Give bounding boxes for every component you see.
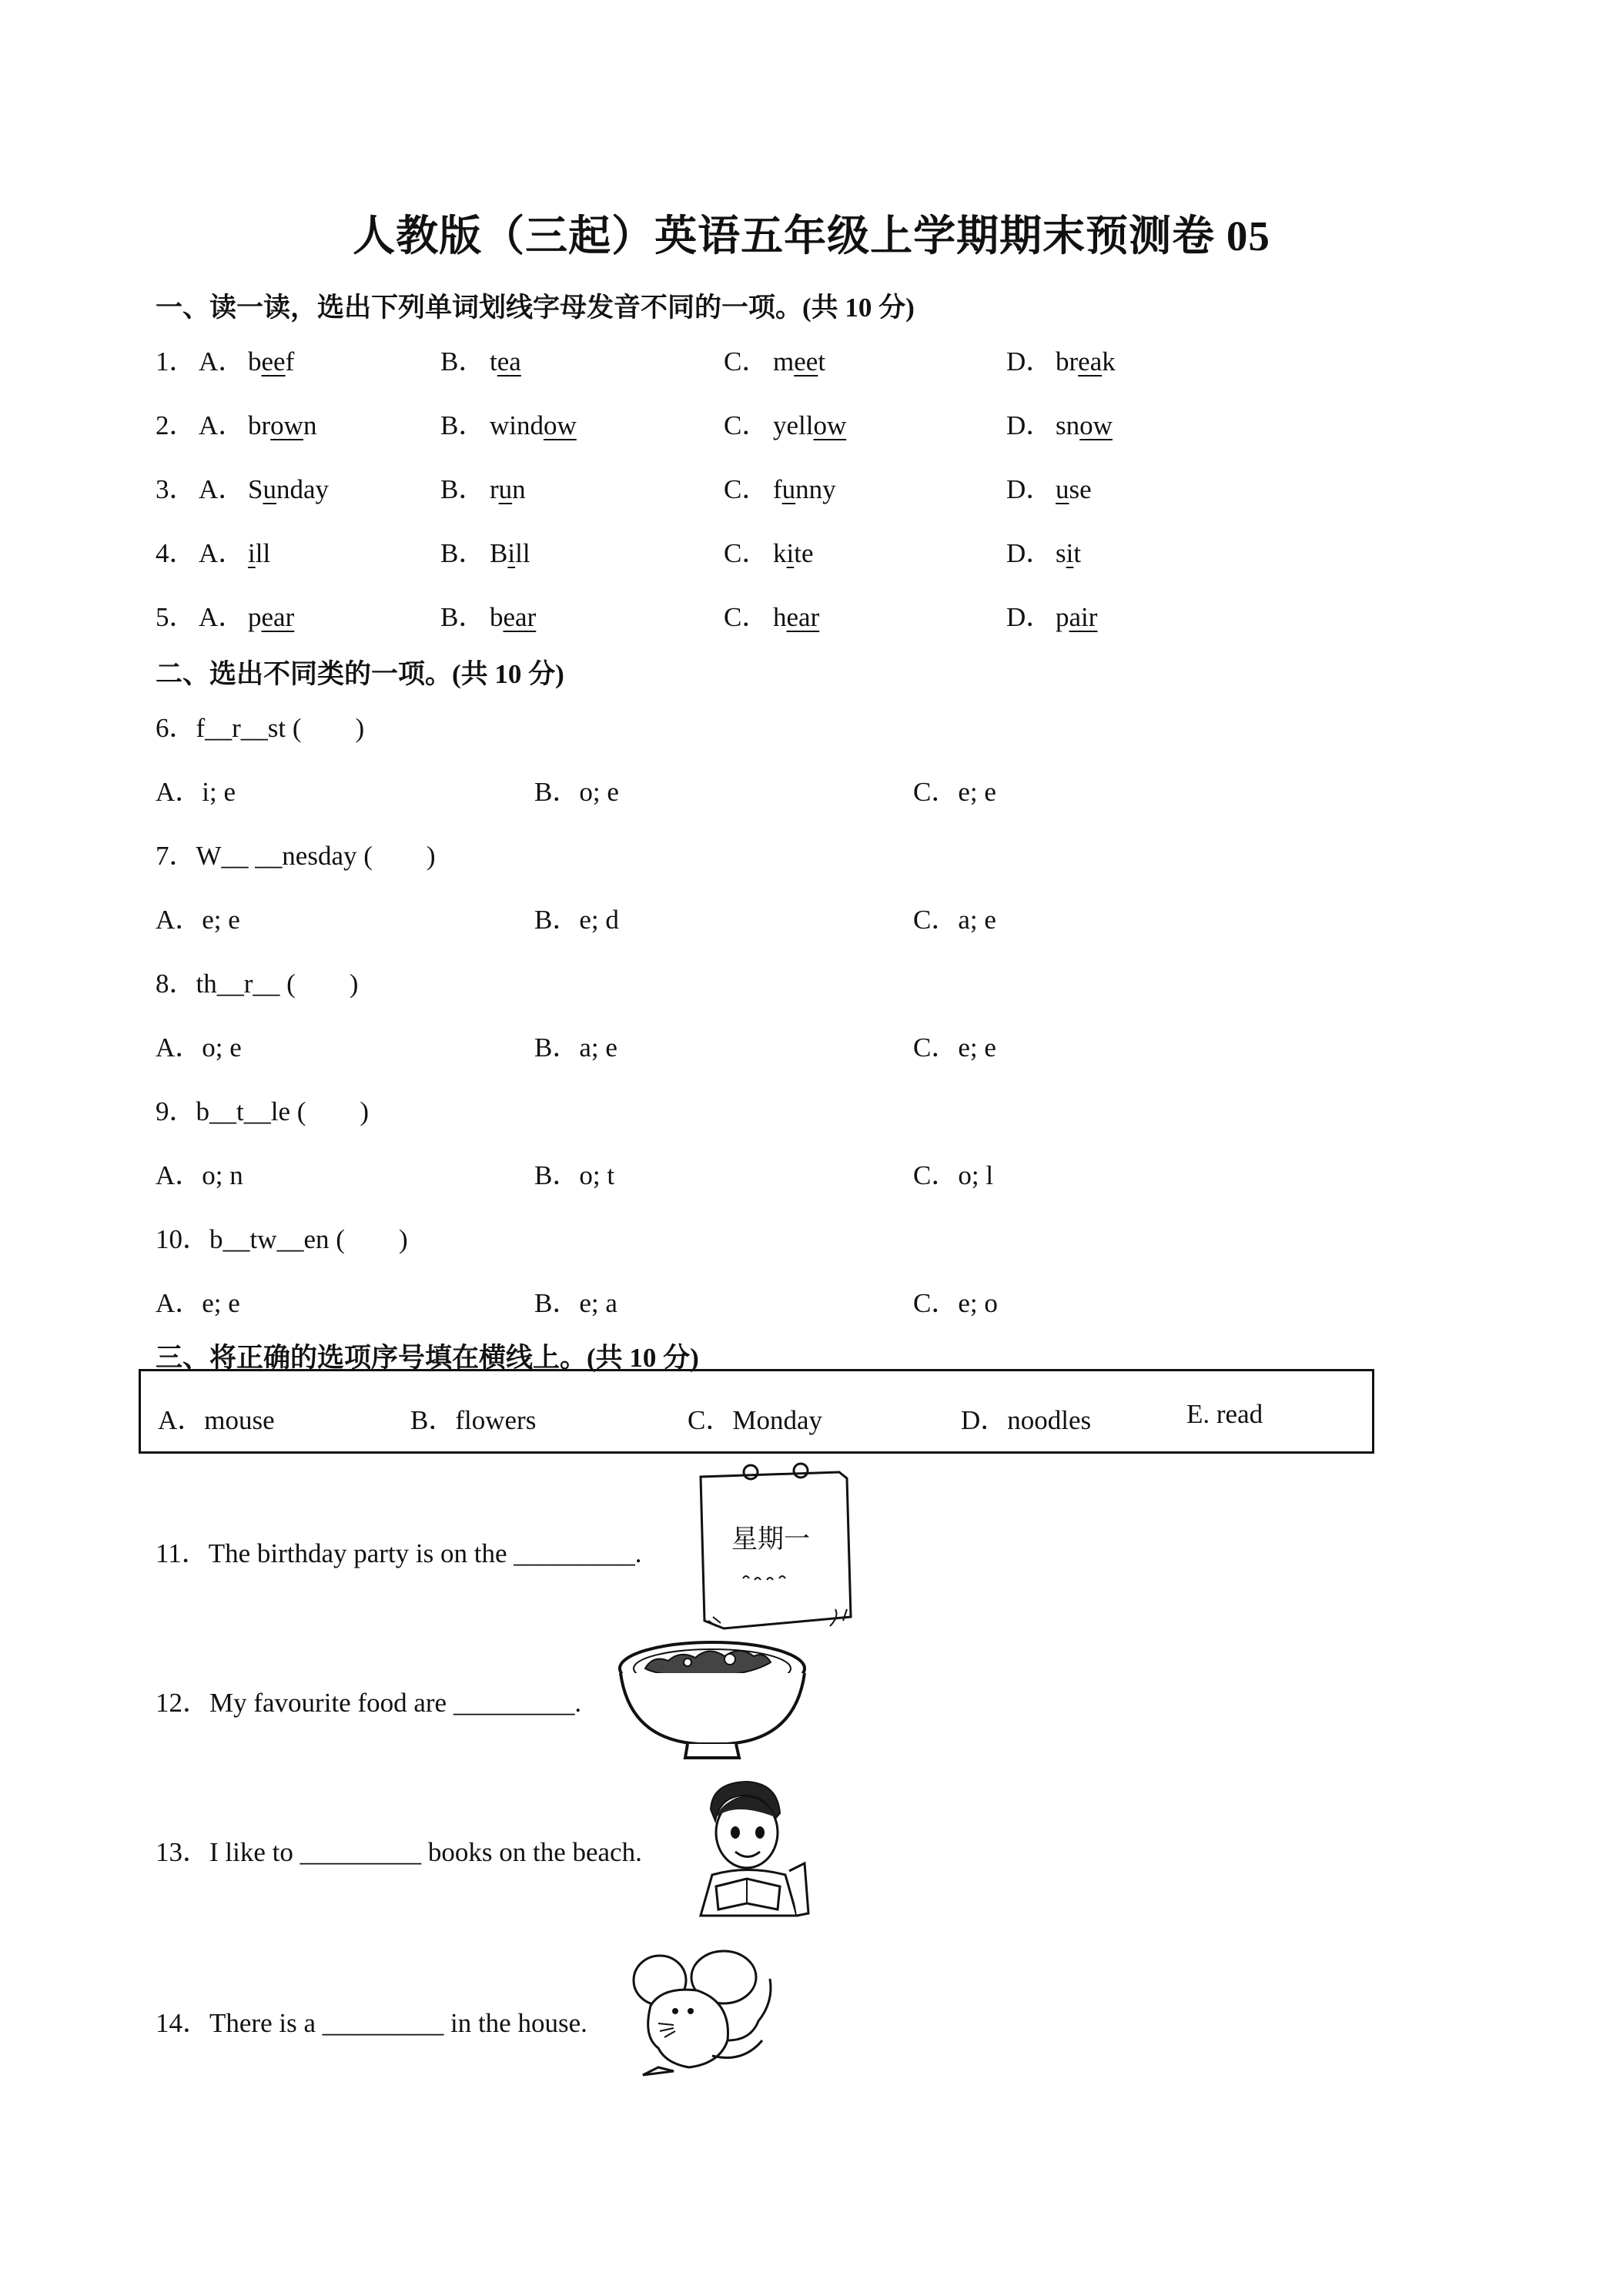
word-prefix: b bbox=[248, 346, 262, 377]
option-word bbox=[248, 602, 294, 632]
option-letter: A． bbox=[199, 602, 246, 632]
word-option-e: E. read bbox=[1186, 1399, 1263, 1429]
option-letter: A． bbox=[199, 474, 246, 504]
option-letter: C． bbox=[724, 346, 769, 377]
option-word bbox=[1056, 474, 1092, 504]
question-14: 14．There is a _________ in the house. bbox=[156, 2008, 587, 2038]
q9-option-c[interactable]: C．o; l bbox=[913, 1160, 994, 1190]
q9-stem: 9．b__t__le ( ) bbox=[156, 1096, 370, 1126]
option-word bbox=[248, 346, 294, 377]
option-word bbox=[1056, 346, 1116, 377]
q9-option-a[interactable]: A．o; n bbox=[156, 1160, 243, 1190]
page-title: 人教版（三起）英语五年级上学期期末预测卷 05 bbox=[353, 213, 1270, 259]
option-word bbox=[248, 538, 270, 568]
q2-option-d[interactable] bbox=[1006, 404, 1113, 443]
option-word bbox=[773, 346, 825, 377]
option-letter: B． bbox=[440, 602, 486, 632]
option-letter: B． bbox=[440, 346, 486, 377]
word-suffix: ll bbox=[255, 538, 271, 568]
q4-option-c[interactable] bbox=[724, 532, 814, 571]
word-prefix: t bbox=[490, 346, 497, 377]
q2-number: 2． bbox=[156, 410, 196, 440]
option-word bbox=[773, 474, 836, 504]
q3-option-d[interactable] bbox=[1006, 468, 1092, 507]
option-word bbox=[490, 538, 530, 568]
q10-stem: 10．b__tw__en ( ) bbox=[156, 1224, 408, 1254]
option-word bbox=[773, 410, 846, 440]
underlined-letters: ow bbox=[544, 410, 577, 440]
option-word bbox=[1056, 538, 1081, 568]
boy-reading-picture bbox=[689, 1779, 812, 1917]
underlined-letters: ow bbox=[270, 410, 303, 440]
word-prefix: s bbox=[1056, 538, 1066, 568]
word-prefix: p bbox=[248, 602, 262, 632]
question-11: 11．The birthday party is on the _________. bbox=[156, 1538, 642, 1568]
word-prefix: m bbox=[773, 346, 795, 377]
option-word bbox=[1056, 410, 1113, 440]
option-letter: B． bbox=[440, 538, 486, 568]
word-suffix: t bbox=[818, 346, 826, 377]
q8-option-a[interactable]: A．o; e bbox=[156, 1033, 242, 1063]
option-letter: C． bbox=[724, 410, 769, 440]
q1-option-d[interactable] bbox=[1006, 340, 1116, 379]
word-option-c: C．Monday bbox=[688, 1405, 823, 1435]
word-suffix: t bbox=[1073, 538, 1082, 568]
q9-option-b[interactable]: B．o; t bbox=[534, 1160, 615, 1190]
word-box bbox=[139, 1369, 1374, 1454]
word-prefix: k bbox=[773, 538, 787, 568]
q10-option-a[interactable]: A．e; e bbox=[156, 1288, 240, 1318]
word-prefix: r bbox=[490, 474, 499, 504]
word-prefix: sn bbox=[1056, 410, 1080, 440]
underlined-letters: ea bbox=[497, 346, 521, 377]
word-option-d: D．noodles bbox=[961, 1405, 1092, 1435]
q7-option-c[interactable]: C．a; e bbox=[913, 905, 996, 935]
noodles-bowl-picture bbox=[614, 1636, 811, 1763]
q6-option-c[interactable]: C．e; e bbox=[913, 777, 996, 807]
option-word bbox=[773, 602, 819, 632]
option-letter: A． bbox=[199, 410, 246, 440]
q1-option-b[interactable] bbox=[440, 340, 521, 379]
section-1-heading: 一、读一读，选出下列单词划线字母发音不同的一项。(共 10 分) bbox=[156, 293, 915, 323]
underlined-letters: ear bbox=[261, 602, 295, 632]
word-prefix: b bbox=[490, 602, 504, 632]
q5-option-d[interactable] bbox=[1006, 596, 1097, 634]
option-word bbox=[773, 538, 814, 568]
question-12: 12．My favourite food are _________. bbox=[156, 1688, 582, 1718]
word-prefix: B bbox=[490, 538, 508, 568]
word-prefix: br bbox=[248, 410, 271, 440]
q2-option-b[interactable] bbox=[440, 404, 577, 443]
word-suffix: n bbox=[512, 474, 526, 504]
underlined-letters: u bbox=[263, 474, 276, 504]
q2-option-a[interactable] bbox=[199, 404, 316, 443]
option-letter: B． bbox=[440, 474, 486, 504]
underlined-letters: i bbox=[248, 538, 256, 568]
underlined-letters: ow bbox=[813, 410, 847, 440]
underlined-letters: u bbox=[498, 474, 513, 504]
q6-option-b[interactable]: B．o; e bbox=[534, 777, 619, 807]
word-prefix: h bbox=[773, 602, 787, 632]
option-letter: A． bbox=[199, 538, 246, 568]
q5-option-a[interactable] bbox=[199, 596, 294, 634]
q8-option-c[interactable]: C．e; e bbox=[913, 1033, 996, 1063]
underlined-letters: ear bbox=[503, 602, 537, 632]
option-word bbox=[490, 410, 577, 440]
q2-option-c[interactable] bbox=[724, 404, 846, 443]
option-word bbox=[490, 474, 526, 504]
option-letter: A． bbox=[199, 346, 246, 377]
option-letter: C． bbox=[724, 538, 769, 568]
q4-option-d[interactable] bbox=[1006, 532, 1081, 571]
q3-option-b[interactable] bbox=[440, 468, 526, 507]
word-prefix: f bbox=[773, 474, 782, 504]
word-suffix: k bbox=[1102, 346, 1116, 377]
q7-option-b[interactable]: B．e; d bbox=[534, 905, 619, 935]
underlined-letters: u bbox=[781, 474, 796, 504]
word-option-a: A．mouse bbox=[158, 1405, 275, 1435]
option-letter: D． bbox=[1006, 602, 1053, 632]
word-prefix: br bbox=[1056, 346, 1079, 377]
option-word bbox=[248, 474, 329, 504]
question-13: 13．I like to _________ books on the beach. bbox=[156, 1837, 642, 1867]
option-word bbox=[490, 602, 536, 632]
q3-option-c[interactable] bbox=[724, 468, 836, 507]
q8-option-b[interactable]: B．a; e bbox=[534, 1033, 617, 1063]
option-letter: D． bbox=[1006, 410, 1053, 440]
word-option-b: B．flowers bbox=[410, 1405, 537, 1435]
option-letter: D． bbox=[1006, 538, 1053, 568]
option-word bbox=[248, 410, 316, 440]
q1-option-c[interactable] bbox=[724, 340, 825, 379]
word-suffix: nny bbox=[795, 474, 836, 504]
underlined-letters: ea bbox=[1078, 346, 1103, 377]
word-prefix: p bbox=[1056, 602, 1069, 632]
mouse-picture bbox=[627, 1948, 801, 2083]
option-letter: B． bbox=[440, 410, 486, 440]
word-suffix: se bbox=[1069, 474, 1092, 504]
section-3-heading: 三、将正确的选项序号填在横线上。(共 10 分) bbox=[156, 1343, 699, 1373]
q4-option-a[interactable] bbox=[199, 532, 270, 571]
underlined-letters: i bbox=[1066, 538, 1074, 568]
option-word bbox=[1056, 602, 1097, 632]
q10-option-b[interactable]: B．e; a bbox=[534, 1288, 617, 1318]
option-letter: C． bbox=[724, 474, 769, 504]
word-suffix: f bbox=[285, 346, 295, 377]
q8-stem: 8．th__r__ ( ) bbox=[156, 969, 359, 999]
underlined-letters: ow bbox=[1079, 410, 1113, 440]
option-letter: C． bbox=[724, 602, 769, 632]
q6-stem: 6．f__r__st ( ) bbox=[156, 713, 365, 743]
word-suffix: nday bbox=[276, 474, 330, 504]
q3-option-a[interactable] bbox=[199, 468, 329, 507]
underlined-letters: u bbox=[1056, 474, 1069, 504]
q4-option-b[interactable] bbox=[440, 532, 530, 571]
underlined-letters: ee bbox=[794, 346, 818, 377]
option-word bbox=[490, 346, 521, 377]
q3-number: 3． bbox=[156, 474, 196, 504]
q5-number: 5． bbox=[156, 602, 196, 632]
q1-option-a[interactable] bbox=[199, 340, 294, 379]
underlined-letters: air bbox=[1069, 602, 1098, 632]
word-suffix: n bbox=[303, 410, 317, 440]
q6-option-a[interactable]: A．i; e bbox=[156, 777, 236, 807]
underlined-letters: ear bbox=[786, 602, 820, 632]
q4-number: 4． bbox=[156, 538, 196, 568]
q7-option-a[interactable]: A．e; e bbox=[156, 905, 240, 935]
section-2-heading: 二、选出不同类的一项。(共 10 分) bbox=[156, 659, 564, 689]
underlined-letters: i bbox=[507, 538, 516, 568]
calendar-text: 星期一 bbox=[731, 1524, 810, 1555]
word-prefix: yell bbox=[773, 410, 814, 440]
calendar-picture bbox=[678, 1463, 855, 1636]
word-prefix: S bbox=[248, 474, 263, 504]
word-suffix: ll bbox=[515, 538, 530, 568]
q1-number: 1． bbox=[156, 346, 196, 377]
q7-stem: 7．W__ __nesday ( ) bbox=[156, 841, 436, 871]
q10-option-c[interactable]: C．e; o bbox=[913, 1288, 998, 1318]
option-letter: D． bbox=[1006, 474, 1053, 504]
q5-option-c[interactable] bbox=[724, 596, 819, 634]
word-prefix: wind bbox=[490, 410, 544, 440]
underlined-letters: i bbox=[786, 538, 795, 568]
underlined-letters: ee bbox=[261, 346, 286, 377]
word-suffix: te bbox=[794, 538, 814, 568]
q5-option-b[interactable] bbox=[440, 596, 536, 634]
option-letter: D． bbox=[1006, 346, 1053, 377]
